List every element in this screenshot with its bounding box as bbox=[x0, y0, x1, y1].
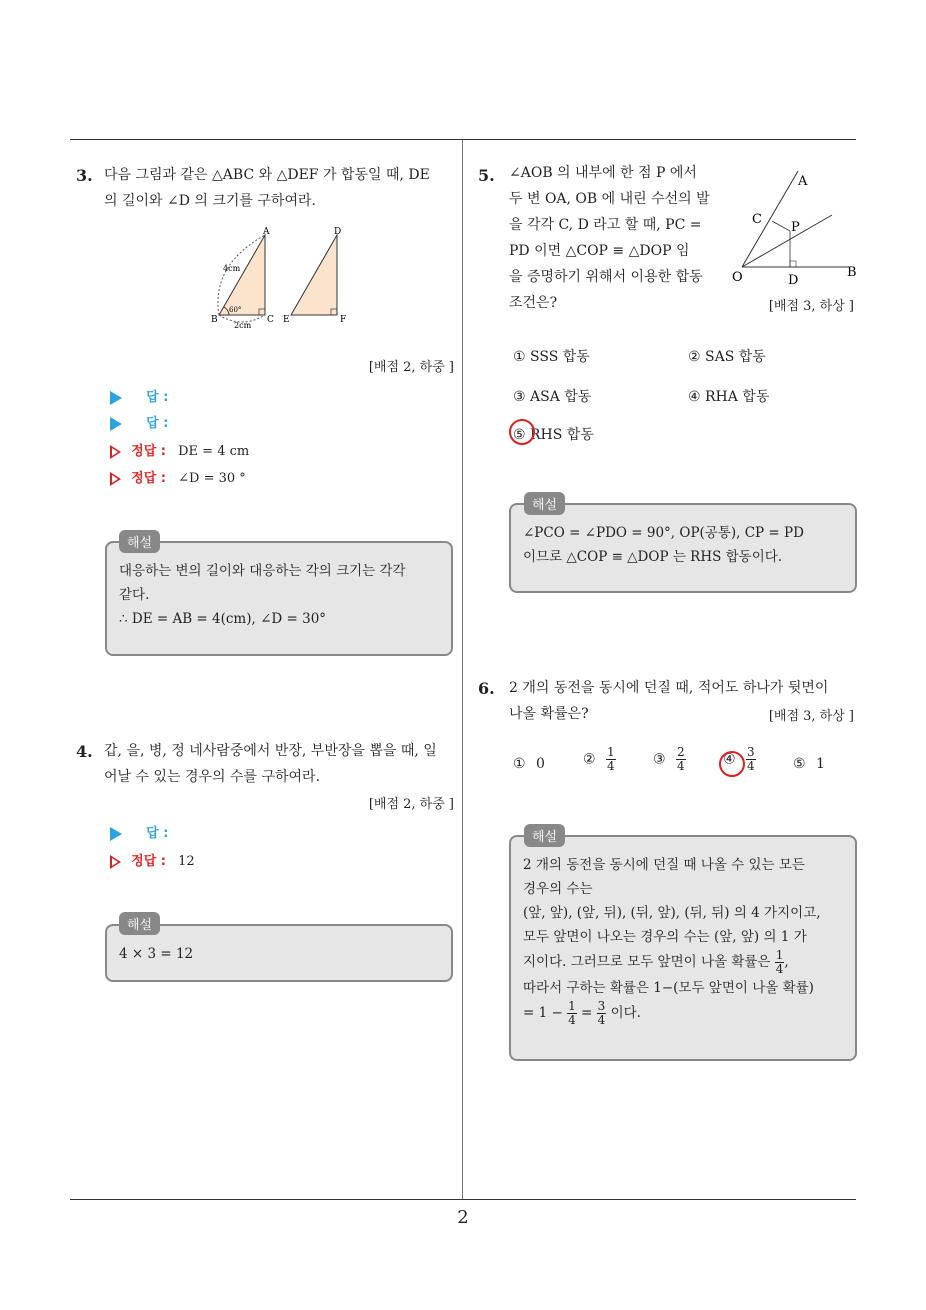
q5-text-line: ∠AOB 의 내부에 한 점 P 에서 bbox=[509, 165, 697, 181]
q6-choice-2[interactable] bbox=[583, 746, 616, 773]
point-d: D bbox=[788, 273, 799, 288]
q5-number: 5. bbox=[478, 166, 495, 185]
q3-correct-1 bbox=[110, 440, 249, 459]
explain-line: 이므로 △COP ≡ △DOP 는 RHS 합동이다. bbox=[523, 549, 783, 565]
q5-text-line: PD 이면 △COP ≡ △DOP 임 bbox=[509, 243, 690, 259]
choice-fraction: $\frac{3}{4}$ bbox=[747, 745, 755, 773]
choice-fraction: $\frac{2}{4}$ bbox=[677, 745, 685, 773]
q6-number: 6. bbox=[478, 679, 495, 698]
choice-mark: ⑤ bbox=[793, 756, 806, 772]
q5-score: [배점 3, 하상 ] bbox=[768, 299, 854, 314]
choice-mark: ② bbox=[583, 751, 596, 768]
q5-text-line: 을 각각 C, D 라고 할 때, PC = bbox=[509, 217, 702, 233]
point-o: O bbox=[732, 270, 743, 285]
explain-line: 지이다. 그러므로 모두 앞면이 나올 확률은 $\frac{1}{4}$ , bbox=[523, 948, 789, 976]
choice-mark: ④ bbox=[723, 751, 736, 768]
q3-answer-2 bbox=[110, 412, 168, 431]
vertex-f: F bbox=[340, 315, 347, 325]
explain-line: 모두 앞면이 나오는 경우의 수는 (앞, 앞) 의 1 가 bbox=[523, 929, 807, 945]
triangle-abc bbox=[219, 235, 265, 315]
q4-answer bbox=[110, 822, 168, 841]
q5-explanation-box bbox=[509, 503, 857, 593]
q6-choice-1[interactable] bbox=[513, 756, 545, 772]
q5-choice-3[interactable]: ③ ASA 합동 bbox=[513, 389, 592, 405]
choice-mark: ① bbox=[513, 756, 526, 772]
fraction: $\frac{1}{4}$ bbox=[775, 948, 784, 976]
q6-score: [배점 3, 하상 ] bbox=[768, 709, 854, 724]
fraction: $\frac{1}{4}$ bbox=[568, 999, 576, 1027]
q4-text-line1: 갑, 을, 병, 정 네사람중에서 반장, 부반장을 뽑을 때, 일 bbox=[104, 743, 437, 759]
correct-value: DE = 4 cm bbox=[178, 444, 250, 459]
answer-label: 답 : bbox=[146, 390, 169, 405]
play-icon bbox=[110, 827, 122, 841]
q5-text bbox=[509, 160, 719, 316]
outline-triangle-icon bbox=[110, 472, 121, 486]
explain-line: ∠PCO = ∠PDO = 90°, OP(공통), CP = PD bbox=[523, 525, 804, 541]
choice-value: 1 bbox=[816, 756, 825, 772]
explain-line: 대응하는 변의 길이와 대응하는 각의 크기는 각각 bbox=[119, 563, 406, 579]
q3-score: [배점 2, 하중 ] bbox=[368, 360, 454, 375]
q3-text-line1: 다음 그림과 같은 △ABC 와 △DEF 가 합동일 때, DE bbox=[104, 167, 430, 183]
outline-triangle-icon bbox=[110, 855, 121, 869]
label-4cm: 4cm bbox=[223, 264, 241, 273]
choice-fraction: $\frac{1}{4}$ bbox=[607, 745, 615, 773]
explain-line: ∴ DE = AB = 4(cm), ∠D = 30° bbox=[119, 611, 327, 627]
point-b: B bbox=[847, 265, 857, 280]
selected-choice-mark bbox=[719, 751, 745, 777]
q6-text-line1: 2 개의 동전을 동시에 던질 때, 적어도 하나가 뒷면이 bbox=[509, 680, 829, 696]
q5-choice-4[interactable]: ④ RHA 합동 bbox=[688, 389, 770, 405]
q4-text bbox=[104, 738, 456, 790]
correct-label: 정답 : bbox=[131, 854, 166, 869]
label-2cm: 2cm bbox=[234, 321, 252, 330]
explain-line: 경우의 수는 bbox=[523, 881, 593, 897]
column-divider bbox=[462, 140, 463, 1200]
q3-number: 3. bbox=[76, 166, 93, 185]
q3-explanation-tag: 해설 bbox=[119, 530, 160, 553]
q5-explanation-tag: 해설 bbox=[524, 492, 565, 515]
play-icon bbox=[110, 417, 122, 431]
q3-text-line2: 의 길이와 ∠D 의 크기를 구하여라. bbox=[104, 193, 316, 209]
bottom-rule bbox=[70, 1199, 856, 1200]
choice-mark: ③ bbox=[653, 751, 666, 768]
explain-line: 4 × 3 = 12 bbox=[119, 946, 194, 962]
vertex-a: A bbox=[263, 227, 270, 237]
explain-line: 2 개의 동전을 동시에 던질 때 나올 수 있는 모든 bbox=[523, 857, 805, 873]
correct-value: ∠D = 30 ° bbox=[178, 471, 246, 486]
fraction: $\frac{3}{4}$ bbox=[597, 999, 606, 1027]
q5-choice-2[interactable]: ② SAS 합동 bbox=[688, 349, 766, 365]
correct-label: 정답 : bbox=[131, 471, 166, 486]
q3-text bbox=[104, 162, 456, 214]
vertex-e: E bbox=[283, 315, 290, 325]
q5-text-line: 두 변 OA, OB 에 내린 수선의 발 bbox=[509, 191, 710, 207]
explain-line: 같다. bbox=[119, 587, 150, 603]
point-a: A bbox=[798, 174, 808, 189]
answer-label: 답 : bbox=[146, 416, 169, 431]
q6-choice-5[interactable] bbox=[793, 756, 825, 772]
q3-answer-1 bbox=[110, 386, 168, 405]
q5-choice-5[interactable]: ⑤ RHS 합동 bbox=[513, 427, 594, 443]
correct-label: 정답 : bbox=[131, 444, 166, 459]
top-rule bbox=[70, 139, 856, 140]
outline-triangle-icon bbox=[110, 445, 121, 459]
explain-line: (앞, 앞), (앞, 뒤), (뒤, 앞), (뒤, 뒤) 의 4 가지이고, bbox=[523, 905, 821, 921]
q4-number: 4. bbox=[76, 742, 93, 761]
selected-choice-mark bbox=[509, 419, 535, 445]
vertex-c: C bbox=[267, 315, 274, 325]
q5-text-line: 을 증명하기 위해서 이용한 합동 bbox=[509, 269, 703, 285]
page-number: 2 bbox=[457, 1207, 469, 1228]
vertex-d: D bbox=[334, 227, 342, 237]
point-p: P bbox=[791, 220, 800, 235]
q5-figure-angle bbox=[728, 165, 863, 290]
answer-label: 답 : bbox=[146, 826, 169, 841]
play-icon bbox=[110, 391, 122, 405]
q6-text-line2: 나올 확률은? bbox=[509, 706, 589, 722]
q6-choice-3[interactable] bbox=[653, 746, 686, 773]
explain-line: 따라서 구하는 확률은 1−(모두 앞면이 나올 확률) bbox=[523, 980, 814, 996]
q6-explanation-tag: 해설 bbox=[524, 824, 565, 847]
correct-value: 12 bbox=[178, 854, 195, 869]
vertex-b: B bbox=[211, 315, 218, 325]
q5-choice-1[interactable]: ① SSS 합동 bbox=[513, 349, 590, 365]
q4-explanation-tag: 해설 bbox=[119, 912, 160, 935]
point-c: C bbox=[752, 212, 762, 227]
q6-explanation-box bbox=[509, 835, 857, 1061]
q3-figure-triangles bbox=[205, 225, 360, 330]
q5-text-line: 조건은? bbox=[509, 295, 558, 311]
q3-correct-2 bbox=[110, 467, 246, 486]
q4-text-line2: 어날 수 있는 경우의 수를 구하여라. bbox=[104, 769, 321, 785]
q3-explanation-box bbox=[105, 541, 453, 656]
q4-score: [배점 2, 하중 ] bbox=[368, 797, 454, 812]
explain-line: = 1 − $\frac{1}{4}$ = $\frac{3}{4}$ 이다. bbox=[523, 999, 641, 1027]
label-60: 60° bbox=[229, 306, 242, 314]
q4-correct bbox=[110, 850, 195, 869]
choice-value: 0 bbox=[536, 756, 545, 772]
triangle-def bbox=[291, 235, 337, 315]
